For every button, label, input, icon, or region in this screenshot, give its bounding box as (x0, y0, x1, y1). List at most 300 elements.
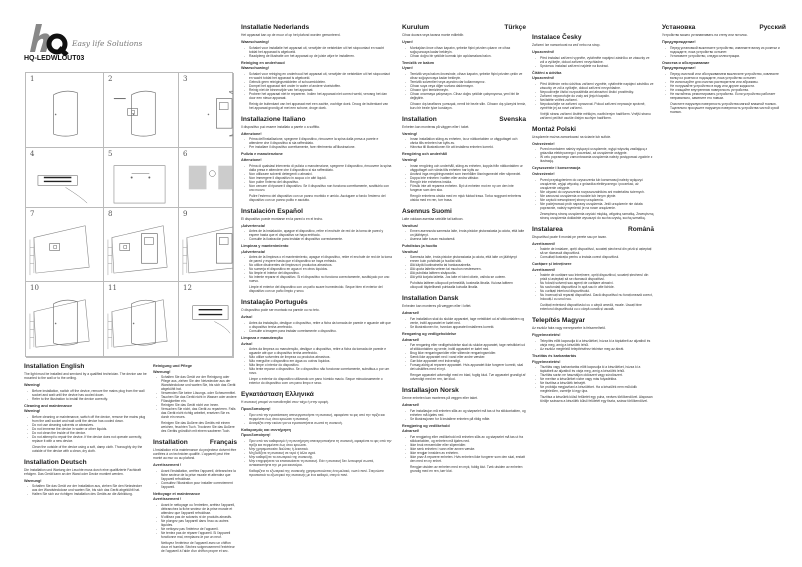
section-heading (153, 439, 237, 447)
maintenance-heading: Temizlik ve bakım (402, 60, 435, 65)
section-cesky (532, 34, 654, 120)
section-heading (532, 34, 654, 42)
install-warning-list (156, 469, 237, 489)
warning-label: Waarschuwing! (241, 66, 269, 71)
maintenance-warning-list (244, 164, 393, 192)
list-item: - Înainte de instalare, opriți dispozitivul, scoateți ștecherul din priză și așteptați să se răcească dispozitivul. (535, 247, 654, 255)
cleaning-note: Очистите наружную поверхность устройства мягкой влажной тканью. Тщательно просушите наружную поверхность устройства чистой сухой тканью. (670, 101, 780, 114)
maintenance-warning-list (244, 439, 393, 467)
section-heading (402, 24, 526, 32)
heading-language: Français (209, 439, 237, 447)
section-heading (662, 24, 786, 32)
warning-label: Advarsel! (402, 403, 420, 408)
heading-title: Montaż Polski (532, 125, 576, 133)
installation-steps-grid (25, 72, 233, 357)
warning-label: Advarsel! (402, 337, 420, 342)
heading-language: Türkçe (504, 24, 526, 31)
list-item: - Før installation skal du slukke apparatet, tage netstikket ud af stikkontakten og vente, indtil apparatet er kølet ned. (405, 317, 526, 325)
maintenance-warning-list (27, 415, 148, 443)
list-item: - Tisztítás során ne használjon oldószert vagy súrolószert. (535, 373, 654, 377)
section-heading (402, 387, 526, 395)
cleaning-note: Rengjør utsiden av enheten med en myk, fuktig klut. Tørk utsiden av enheten grundig med en ren, tørr klut. (410, 464, 523, 473)
list-item: - Consulte a imagem para instalar corretamente o dispositivo. (244, 329, 393, 333)
warning-label: Warning! (24, 409, 41, 414)
column-deutsch-francais (153, 361, 237, 553)
section-deutsch (24, 459, 148, 497)
step-number: 1 (30, 75, 35, 83)
heading-title: Installation Deutsch (24, 458, 87, 466)
section-ellinika (241, 391, 393, 477)
section-intro: Az eszköz falra vagy mennyezetre is felszerelhető. (532, 326, 607, 331)
list-item: - No limpie el interior del dispositivo. (244, 271, 393, 275)
warning-label: Figyelmeztetés! (532, 359, 561, 364)
list-item: - Se illustrationen for, hvordan apparatet installeres korrekt. (405, 325, 526, 329)
warning-label: Figyelmeztetés! (532, 333, 561, 338)
warning-label: Varoitus! (402, 223, 419, 228)
list-item: - Sænk ikke apparatet ned i vand eller andre væsker. (405, 355, 526, 359)
section-heading (24, 459, 148, 467)
step-5-illustration (104, 148, 179, 208)
maintenance-warning-list (244, 72, 393, 100)
list-item: - Nie czyścić wewnętrznej strony urządzenia. (535, 198, 654, 202)
list-item: - Verwenden Sie keine Lösungs- oder Scheuermittel. (156, 391, 237, 395)
warning-label: Προειδοποίηση! (241, 433, 271, 438)
list-item: - Ne nettoyez pas l'intérieur de l'appareil. (156, 527, 237, 531)
list-item: - Reinigen Sie das Gerät nicht von innen. (156, 403, 237, 407)
section-romana (532, 226, 654, 312)
section-polski (532, 126, 654, 220)
cleaning-note: Tisztítsa a készülék külső felületét egy puha, nedves törlőkendővel. Alaposan törölje szárazra a készülék külső felületét egy tiszta, száraz törlőkendővel. (540, 395, 653, 404)
list-item: - No sumerja el dispositivo en agua ni en otros líquidos. (244, 267, 393, 271)
warning-label: Advarsel! (402, 311, 420, 316)
section-intro: The light must be installed and serviced by a qualified technician. The device can be mounted to the wall or to the ceiling. (24, 372, 147, 380)
maintenance-heading: Nettoyage et maintenance (153, 491, 201, 496)
section-heading (241, 24, 393, 32)
section-intro: L'installation et la maintenance du projecteur doivent être confiées à un technicien qualifié. L'appareil peut être monté au mur ou au plafond. (153, 448, 237, 461)
warning-label: Ostrzeżenie! (532, 171, 555, 176)
list-item: - Ne próbálja megjavítani a készüléket. Ha a készülék nem működik megfelelően, cserélje ki egy újra. (535, 385, 654, 393)
list-item: - Temizlik solventleri veya aşındırıcılar kullanmayınız. (405, 80, 526, 84)
list-item: - Schalten Sie das Gerät vor der Installation aus, ziehen Sie den Netzstecker aus der Wandsteckdose und warten Sie, bis sich das Gerät abgekühlt hat. (27, 484, 148, 492)
cleaning-note: Reinigen Sie das Äußere des Geräts mit einem weichen, feuchten Tuch. Trocknen Sie das Äußere des Geräts gründlich mit einem sauberen Tuch. (161, 421, 235, 434)
warning-label: Предупреждение! (662, 66, 696, 71)
section-espanol (241, 208, 393, 294)
list-item: - Nu curățați interiorul dispozitivului. (535, 289, 654, 293)
list-item: - Не погружайте устройство в воду или другие жидкости. (665, 84, 786, 88)
list-item: - Schalten Sie das Gerät vor der Reinigung oder Pflege aus, ziehen Sie den Netzstecker aus der Wandsteckdose und warten Sie, bis sich das Gerät abgekühlt hat. (156, 375, 237, 391)
list-item: - Nu scufundați dispozitivul în apă sau în alte lichide. (535, 285, 654, 289)
list-item: - Πριν από τον καθαρισμό ή τη συντήρηση απενεργοποιήστε τη συσκευή, αφαιρέστε το φις από την πρίζα και περιμένετε έως ότου κρυώσει. (244, 439, 393, 447)
list-item: - Consulte la ilustración para instalar el dispositivo correctamente. (244, 237, 393, 241)
cleaning-note: Zewnętrzną stronę urządzenia czyścić miękką, wilgotną szmatką. Zewnętrzną stronę urządzenia dokładnie wysuszyć do sucha czystą, suchą szmatką. (540, 211, 654, 220)
list-item: - Non utilizzare solventi detergenti o abrasivi. (244, 172, 393, 176)
list-item: - Antes da instalação, desligue o dispositivo, retire a ficha da tomada de parede e aguarde até que o dispositivo tenha arrefecido. (244, 321, 393, 329)
list-item: - Hänvisa till illustrationen för att installera enheten korrekt. (405, 145, 526, 149)
list-item: - Ne tentez pas de réparer l'appareil. Si l'appareil fonctionne mal, remplacez-le par un neuf. (156, 531, 237, 539)
section-intro: Il dispositivo può essere installato a parete o a soffitto. (241, 124, 321, 129)
maintenance-heading: Pulizia e manutenzione (241, 152, 283, 157)
maintenance-heading: Reiniging en onderhoud (241, 60, 285, 65)
warning-label: Avertissement ! (153, 497, 182, 502)
list-item: - Brug ikke rengøringsmidler eller slibende rengøringsmidler. (405, 351, 526, 355)
list-item: - Tisztítás vagy karbantartás előtt kapcsolja ki a készüléket, húzza ki a tápkábelt az aljzatból és várja meg, amíg a készülék lehűl. (535, 365, 654, 373)
section-intro: Cihaz duvara veya tavana monte edilebilir. (402, 33, 464, 37)
section-intro: Zařízení lze namontovat na zeď nebo na strop. (532, 43, 601, 47)
maintenance-warning-list (405, 255, 526, 279)
list-item: - Versuchen Sie nicht, das Gerät zu reparieren. Falls das Gerät nicht richtig arbeitet, ersetzen Sie es durch ein neues. (156, 407, 237, 419)
list-item: - Μην χρησιμοποιείτε διαλύτες ή λειαντικά. (244, 447, 393, 451)
step-number: 9 (183, 210, 188, 218)
list-item: - Ennen asennusta sammuta laite, irrota pistoke pistorasiasta ja odota, että laite on jäähtynyt. (405, 229, 526, 237)
list-item: - Gebruik geen reinigingsmiddelen of schuurmiddelen. (244, 80, 393, 84)
warning-label: Предупреждение! (662, 40, 696, 44)
list-item: - Temizlik veya bakım öncesinde, cihazı kapatın, şebeke fişini prizden çekin ve cihaz soğuyuncaya kadar bekleyin. (405, 72, 526, 80)
maintenance-warning-list (244, 347, 393, 375)
step-number: 6 (183, 150, 188, 158)
list-item: - No intente reparar el dispositivo. Si el dispositivo no funciona correctamente, sustitúyalo por uno nuevo. (244, 275, 393, 283)
section-turkce (402, 24, 526, 110)
maintenance-heading: Limpeza e manutenção (241, 335, 283, 340)
section-intro: Устройство можно устанавливать на стену или потолок. (662, 33, 748, 37)
list-item: - Nu folosiți solvenți sau agenți de curățare abrazivi. (535, 281, 654, 285)
column-english-deutsch (24, 363, 148, 496)
maintenance-warning-list (535, 273, 654, 301)
list-item: - Não mergulhe o dispositivo em água ou outros líquidos. (244, 359, 393, 363)
list-item: - Cihazı suya veya diğer sıvılara daldırmayın. (405, 84, 526, 88)
section-heading (402, 295, 526, 303)
warning-label: Avertisment! (532, 241, 556, 246)
step-number: 11 (108, 284, 117, 292)
list-item: - Μη βυθίζετε τη συσκευή σε νερό ή άλλα υγρά. (244, 451, 393, 455)
warning-label: Warnung! (153, 369, 171, 374)
cleaning-note: Reinig de buitenkant van het apparaat met een zachte, vochtige doek. Droog de buitenkant van het apparaat grondig af met een schone, droge doek. (249, 101, 389, 110)
list-item: - Raadpleeg de illustratie om het apparaat op de juiste wijze te installeren. (244, 54, 393, 58)
warning-label: Uyarı! (402, 40, 413, 44)
section-heading (241, 299, 393, 307)
maintenance-heading: Curățare și întreținere (532, 262, 572, 267)
install-warning-list (27, 484, 148, 496)
maintenance-warning-list (535, 365, 654, 393)
list-item: - Consultați ilustrația pentru a instala corect dispozitivul. (535, 255, 654, 259)
list-item: - Ikke rengjør innsiden av enheten. (405, 451, 526, 455)
heading-title: Установка (662, 24, 696, 31)
section-heading (241, 116, 393, 124)
heading-title: Installasjon Norsk (402, 387, 459, 395)
list-item: - Asenna laite kuvan mukaisesti. (405, 237, 526, 241)
warning-label: Attenzione! (241, 157, 262, 162)
section-italiano (241, 116, 393, 202)
section-heading (532, 126, 654, 134)
list-item: - Az eszköz megfelelő telepítéséhez tekintse meg az ábrát. (535, 347, 654, 351)
list-item: - W celu poprawnego zamontowania urządzenia należy postępować zgodnie z ilustracją. (535, 155, 654, 163)
maintenance-warning-list (156, 375, 237, 419)
maintenance-heading: Čištění a údržba (532, 70, 562, 75)
list-item: - Tauchen Sie das Gerät nicht in Wasser oder andere Flüssigkeiten ein. (156, 395, 237, 403)
column-c (532, 34, 654, 403)
list-item: - Telepítés előtt kapcsolja ki a készüléket, húzza ki a tápkábelt az aljzatból és várja meg, amíg a készülék lehűl. (535, 339, 654, 347)
list-item: - Älä käytä liuotinaineita tai hankausaineita. (405, 263, 526, 267)
install-warning-list (535, 147, 654, 163)
cleaning-note: Καθαρίζετε το εξωτερικό της συσκευής χρησιμοποιώντας ένα μαλακό, νωπό πανί. Στεγνώστε προσεκτικά το εξωτερικό της συσκευής με ένα καθαρό, στεγνό πανί. (249, 468, 384, 477)
step-number: 3 (183, 75, 188, 83)
heading-title: Installation (402, 115, 437, 123)
install-warning-list (244, 229, 393, 241)
cleaning-note: Limpie el exterior del dispositivo con un paño suave humedecido. Seque bien el exterior del dispositivo con un paño limpio y seco. (249, 285, 383, 294)
step-12-illustration (179, 282, 234, 358)
section-intro: Η συσκευή μπορεί να τοποθετηθεί στον τοίχο ή στην οροφή. (241, 400, 329, 405)
section-intro: Urządzenie można zamontować na ścianie lub suficie. (532, 134, 612, 139)
list-item: - Schakel voor installatie het apparaat uit, verwijder de netstekker uit het stopcontact en wacht totdat het apparaat is afgekoeld. (244, 46, 393, 54)
maintenance-heading: Rengjøring og vedlikehold (402, 423, 450, 428)
list-item: - Do not attempt to repair the device. If the device does not operate correctly, replace it with a new device. (27, 435, 148, 443)
list-item: - Schakel voor reiniging en onderhoud het apparaat uit, verwijder de netstekker uit het stopcontact en wacht totdat het apparaat is afgekoeld. (244, 72, 393, 80)
section-svenska (402, 116, 526, 202)
column-b (402, 24, 526, 473)
step-10-illustration (26, 282, 104, 358)
list-item: - Nie zanurzać urządzenia w wodzie lub innym płynie. (535, 194, 654, 198)
warning-label: Warning! (24, 383, 41, 387)
list-item: - N'utilisez pas de solvants ni de produits abrasifs. (156, 515, 237, 519)
warning-label: Varoitus! (402, 249, 419, 254)
section-dansk (402, 295, 526, 381)
warning-label: Advarsel! (402, 429, 420, 434)
maintenance-warning-list (535, 82, 654, 110)
list-item: - Przed przystąpieniem do czyszczenia lub konserwacji należy wyłączyć urządzenie, wyjąć wtyczkę z gniazdka elektrycznego i poczekać, aż urządzenie ostygnie. (535, 178, 654, 190)
install-warning-list (535, 56, 654, 68)
section-heading (241, 391, 393, 399)
heading-title: Installatie Nederlands (241, 24, 310, 31)
heading-language: Svenska (499, 115, 526, 123)
install-warning-list (405, 229, 526, 241)
list-item: - Antes de la limpieza o el mantenimiento, apague el dispositivo, retire el enchufe de red de la toma de pared y espere hasta que el dispositivo se haya enfriado. (244, 255, 393, 263)
step-11-illustration (104, 282, 179, 358)
heading-title: Instalarea (532, 225, 563, 233)
heading-title: Installation English (24, 363, 85, 370)
step-number: 10 (30, 284, 39, 292)
section-francais (153, 439, 237, 553)
column-d (662, 24, 786, 114)
maintenance-warning-list (665, 72, 786, 100)
list-item: - Prima di qualsiasi intervento di pulizia o manutenzione, spegnere il dispositivo, rimuovere la spina dalla presa e attendere che il dispositivo si sia raffreddato. (244, 164, 393, 172)
list-item: - Avant l'installation, arrêtez l'appareil, débranchez la fiche secteur de la prise murale et attendez que l'appareil refroidisse. (156, 469, 237, 481)
step-number: 7 (30, 210, 35, 218)
list-item: - Försök inte att reparera enheten. Byt ut enheten mot en ny om den inte fungerar som den ska. (405, 184, 526, 192)
list-item: - Do not use cleaning solvents or abrasives. (27, 423, 148, 427)
install-warning-list (535, 339, 654, 351)
install-warning-list (405, 317, 526, 329)
step-8-illustration (104, 208, 179, 282)
maintenance-heading: Rengøring og vedligeholdelse (402, 331, 457, 336)
list-item: - Não utilize solventes de limpeza ou produtos abrasivos. (244, 355, 393, 359)
list-item: - Se illustrasjonen for å installere enheten på riktig måte. (405, 417, 526, 421)
install-warning-list (665, 46, 786, 58)
install-warning-list (405, 409, 526, 421)
list-item: - Non pulire l'interno del dispositivo. (244, 180, 393, 184)
list-item: - Før rengjøring eller vedlikehold må enheten slås av og støpselet må tas ut fra stikkontakten, og enheten må kjøles ned. (405, 435, 526, 443)
list-item: - Πριν από την εγκατάσταση απενεργοποιήστε τη συσκευή, αφαιρέστε το φις από την πρίζα και περιμένετε έως ότου κρυώσει η συσκευή. (244, 413, 393, 421)
warning-label: Uyarı! (402, 66, 413, 71)
step-9-illustration (179, 208, 234, 282)
list-item: - Non cercare di riparare il dispositivo. Se il dispositivo non funziona correttamente, sostituirlo con uno nuovo. (244, 184, 393, 192)
section-heading (24, 363, 148, 371)
cleaning-note: Pulire l'esterno del dispositivo con un panno morbido e umido. Asciugare a fondo l'esterno del dispositivo con un panno pulito e asciutto. (249, 193, 386, 202)
list-item: - Älä yritä korjata laitetta. Jos laite ei toimi oikein, vaihda se uuteen. (405, 275, 526, 279)
maintenance-warning-list (405, 435, 526, 463)
install-warning-list (244, 413, 393, 425)
cleaning-note: Nettoyez l'extérieur de l'appareil avec un chiffon doux et humide. Séchez soigneusement l'extérieur de l'appareil à l'aide d'un chiffon propre et sec. (161, 540, 235, 553)
list-item: - Per installare il dispositivo correttamente, fare riferimento all'illustrazione. (244, 145, 393, 149)
install-warning-list (535, 247, 654, 259)
section-intro: Denne enheten kan monteres på veggen eller taket. (402, 396, 478, 401)
step-7-illustration (26, 208, 104, 282)
warning-label: Avertissement ! (153, 463, 182, 468)
cleaning-note: Limpe o exterior do dispositivo utilizando um pano húmido macio. Seque minuciosamente o exterior do dispositivo com um pano limpo e seco. (249, 377, 383, 386)
step-2-illustration (104, 73, 179, 148)
cleaning-note: Clean the outside of the device using a soft, damp cloth. Thoroughly dry the outside of the device with a clean, dry cloth. (32, 444, 143, 453)
list-item: - Prima dell'installazione, spegnere il dispositivo, rimuovere la spina dalla presa a parete e attendere che il dispositivo si sia raffreddato. (244, 137, 393, 145)
maintenance-heading: Cleaning and maintenance (24, 403, 73, 408)
maintenance-warning-list (405, 164, 526, 192)
install-warning-list (244, 137, 393, 149)
section-intro: El dispositivo puede montarse en la pared o en el techo. (241, 216, 324, 221)
maintenance-heading: Очистка и обслуживание (662, 60, 710, 65)
maintenance-heading: Καθαρισμός και συντήρηση (241, 427, 292, 432)
step-number: 8 (108, 210, 113, 218)
list-item: - Halten Sie sich zur richtigen Installation des Geräts an die Abbildung. (27, 492, 148, 496)
section-heading (402, 208, 526, 216)
section-heading (402, 116, 526, 124)
list-item: - Ikke prøv å reparere enheten. Hvis enheten ikke fungerer som den skal, erstatt den med en ny enhet. (405, 455, 526, 463)
list-item: - Antes de la instalación, apague el dispositivo, retire el enchufe de red de la toma de pared y espere hasta que el dispositivo se haya enfriado. (244, 229, 393, 237)
warning-label: Avertisment! (532, 267, 556, 272)
cleaning-note: Cihazın dış taraflarını yumuşak, nemli bir bezle silin. Cihazın dış yüzeyini temiz, kuru bir bezle iyice kurulayın. (410, 101, 526, 110)
list-item: - Använd inga rengöringsmedel som innehåller lösningsmedel eller slipmedel. (405, 172, 526, 176)
list-item: - Cihazı doğru bir şekilde kurmak için açıklamalara bakın. (405, 54, 526, 58)
list-item: - Не используйте для очистки растворители или абразивы. (665, 80, 786, 84)
list-item: - Probeer het apparaat niet te repareren. Indien het apparaat niet correct werkt, vervang het dan door een nieuw apparaat. (244, 92, 393, 100)
list-item: - Rengör inte enhetens insida. (405, 180, 526, 184)
heading-title: Instalación Español (241, 207, 303, 215)
list-item: - Consultez l'illustration pour installer correctement l'appareil. (156, 481, 237, 489)
list-item: - Μην καθαρίζετε το εσωτερικό της συσκευής. (244, 455, 393, 459)
step-number: 4 (30, 150, 35, 158)
list-item: - Reinig niet de binnenzijde van het apparaat. (244, 88, 393, 92)
install-warning-list (405, 137, 526, 149)
list-item: - Nie używać do czyszczenia rozpuszczalników ani materiałów ściernych. (535, 190, 654, 194)
warning-label: Aviso! (241, 315, 253, 320)
list-item: - Cihazı onarmaya çalışmayın. Cihaz doğru şekilde çalışmıyorsa, yeni biri ile değiştirin. (405, 92, 526, 100)
list-item: - Ανατρέξτε στην εικόνα για να εγκαταστήσετε σωστά τη συσκευή. (244, 421, 393, 425)
list-item: - Sammuta laite, irrota pistoke pistorasiasta ja odota, että laite on jäähtynyt ennen kuin puhdistat ja huollat sitä. (405, 255, 526, 263)
list-item: - Innan rengöring och underhåll, stäng av enheten, koppla från nätkontakten ur vägguttaget och vänta tills enheten har kylts av. (405, 164, 526, 172)
heading-title: Kurulum (402, 24, 430, 31)
list-item: - Не пытайтесь ремонтировать устройство. Если устройство работает неправильно, замените его новым. (665, 92, 786, 100)
step-number: 2 (108, 75, 113, 83)
step-3-illustration (179, 73, 234, 148)
list-item: - Refer to the illustration to install the device correctly. (27, 397, 148, 401)
section-intro: Het apparaat kan op de muur of op het plafond worden gemonteerd. (241, 33, 341, 37)
install-warning-list (27, 389, 148, 401)
list-item: - Nečistěte vnitřek zařízení. (535, 98, 654, 102)
heading-title: Installazione Italiano (241, 115, 306, 123)
list-item: - Forsøg aldrig at reparere apparatet. Hvis apparatet ikke fungerer korrekt, skal det udskiftes med et nyt. (405, 363, 526, 371)
warning-label: Warnung! (24, 478, 42, 483)
list-item: - Avant le nettoyage ou l'entretien, arrêtez l'appareil, débranchez la fiche secteur de la prise murale et attendez que l'appareil refroidisse. (156, 503, 237, 515)
list-item: - Non immergere il dispositivo in acqua o in altri liquidi. (244, 176, 393, 180)
warning-label: Waarschuwing! (241, 40, 269, 44)
list-item: - Ne plongez pas l'appareil dans l'eau ou autres liquides. (156, 519, 237, 527)
heading-title: Instalação Português (241, 299, 308, 307)
list-item: - Správnou instalaci zařízení najdete na ilustraci. (535, 64, 654, 68)
list-item: - Μην επιχειρήσετε να επισκευάσετε τη συσκευή. Εάν η συσκευή δεν λειτουργεί σωστά, αντικαταστήστε την με μια καινούρια. (244, 459, 393, 467)
list-item: - Před čištěním nebo údržbou zařízení vypněte, vytáhněte napájecí zástrčku ze zásuvky ve zdi a vyčkejte, dokud zařízení nevychladne. (535, 82, 654, 90)
maintenance-heading: Czyszczenie i konserwacja (532, 166, 581, 171)
list-item: - Before installation, switch off the device, remove the mains plug from the wall socket and wait until the device has cooled down. (27, 389, 148, 397)
list-item: - Przed montażem należy wyłączyć urządzenie, wyjąć wtyczkę zasilającą z gniazdka elektrycznego i poczekać, aż urządzenie ostygnie. (535, 147, 654, 155)
maintenance-warning-list (405, 343, 526, 371)
heading-title: Asennus Suomi (402, 207, 452, 215)
warning-label: Varning! (402, 131, 418, 136)
warning-label: Upozornění! (532, 50, 555, 54)
warning-label: Προειδοποίηση! (241, 407, 271, 412)
list-item: - Не очищайте внутреннюю поверхность устройства. (665, 88, 786, 92)
list-item: - Não limpe o interior do dispositivo. (244, 363, 393, 367)
maintenance-warning-list (405, 72, 526, 100)
section-nederlands (241, 24, 393, 110)
section-magyar (532, 317, 654, 403)
section-norsk (402, 387, 526, 473)
warning-label: ¡Advertencia! (241, 223, 266, 228)
section-english (24, 363, 148, 453)
install-warning-list (244, 46, 393, 58)
list-item: - Doppa inte enheten i vatten eller andra vätskor. (405, 176, 526, 180)
maintenance-heading: Puhdistus ja huolto (402, 244, 438, 249)
heading-language: Română (627, 225, 654, 233)
warning-label: ¡Advertencia! (241, 249, 266, 254)
cleaning-note: Curățați exteriorul dispozitivului cu o cârpă umedă, moale. Uscați bine exteriorul dispozitivului cu o cârpă curată și uscată. (540, 303, 642, 312)
install-warning-list (244, 321, 393, 333)
list-item: - Перед очисткой или обслуживанием выключите устройство, извлеките вилку из розетки и подождите, пока устройство остынет. (665, 72, 786, 80)
list-item: - Nepokoušejte se zařízení opravovat. Pokud zařízení nepracuje správně, vyměňte jej za nové zařízení. (535, 102, 654, 110)
maintenance-heading: Reinigung und Pflege (153, 364, 193, 368)
list-item: - Montajdan önce cihazı kapatın, şebeke fişini prizden çıkarın ve cihaz soğuyuncaya kadar bekleyin. (405, 46, 526, 54)
list-item: - Dompel het apparaat niet onder in water of andere vloeistoffen. (244, 84, 393, 88)
section-heading (532, 317, 654, 325)
warning-label: Upozornění! (532, 76, 555, 81)
list-item: - Gør ikke apparatet rent indvendigt. (405, 359, 526, 363)
section-intro: Die Installation und Wartung der Leuchte muss durch eine qualifizierte Fachkraft erfolgen. Das Gerät kann an der Wand oder Decke montiert werden. (24, 467, 141, 476)
section-heading (241, 208, 393, 216)
section-deutsch_cont (153, 361, 237, 433)
list-item: - Ikke bruk rensemidler eller slipemidler. (405, 443, 526, 447)
maintenance-heading: Tisztítás és karbantartás (532, 353, 577, 358)
list-item: - Älä puhdista laitteen sisäpuolta. (405, 271, 526, 275)
maintenance-warning-list (156, 503, 237, 539)
list-item: - Установите устройство, следуя иллюстрации. (665, 54, 786, 58)
model-number: HQ-LEDWLOUT03 (24, 55, 85, 62)
list-item: - Před instalací zařízení vypněte, vytáhněte napájecí zástrčku ze zásuvky ve zdi a vyčkejte, dokud zařízení nevychladne. (535, 56, 654, 64)
maintenance-warning-list (244, 255, 393, 283)
step-number: 5 (108, 150, 113, 158)
section-intro: Dispozitivul poate fi montat pe perete sau pe tavan. (532, 234, 607, 239)
list-item: - No utilice disolventes de limpieza ni productos abrasivos. (244, 263, 393, 267)
list-item: - Nie podejmować prób naprawy urządzenia. Jeśli urządzenie nie działa poprawnie, należy wymienić je na nowe urządzenie. (535, 202, 654, 210)
list-item: - Înainte de curățare sau întreținere, opriți dispozitivul, scoateți ștecherul din priză și așteptați să se răcească dispozitivul. (535, 273, 654, 281)
step-4-illustration (26, 148, 104, 208)
heading-language: Русский (759, 24, 786, 31)
list-item: - Nepoužívejte čisticí rozpouštědla ani abrazivní čisticí prostředky. (535, 90, 654, 94)
heading-title: Installation Dansk (402, 295, 459, 303)
